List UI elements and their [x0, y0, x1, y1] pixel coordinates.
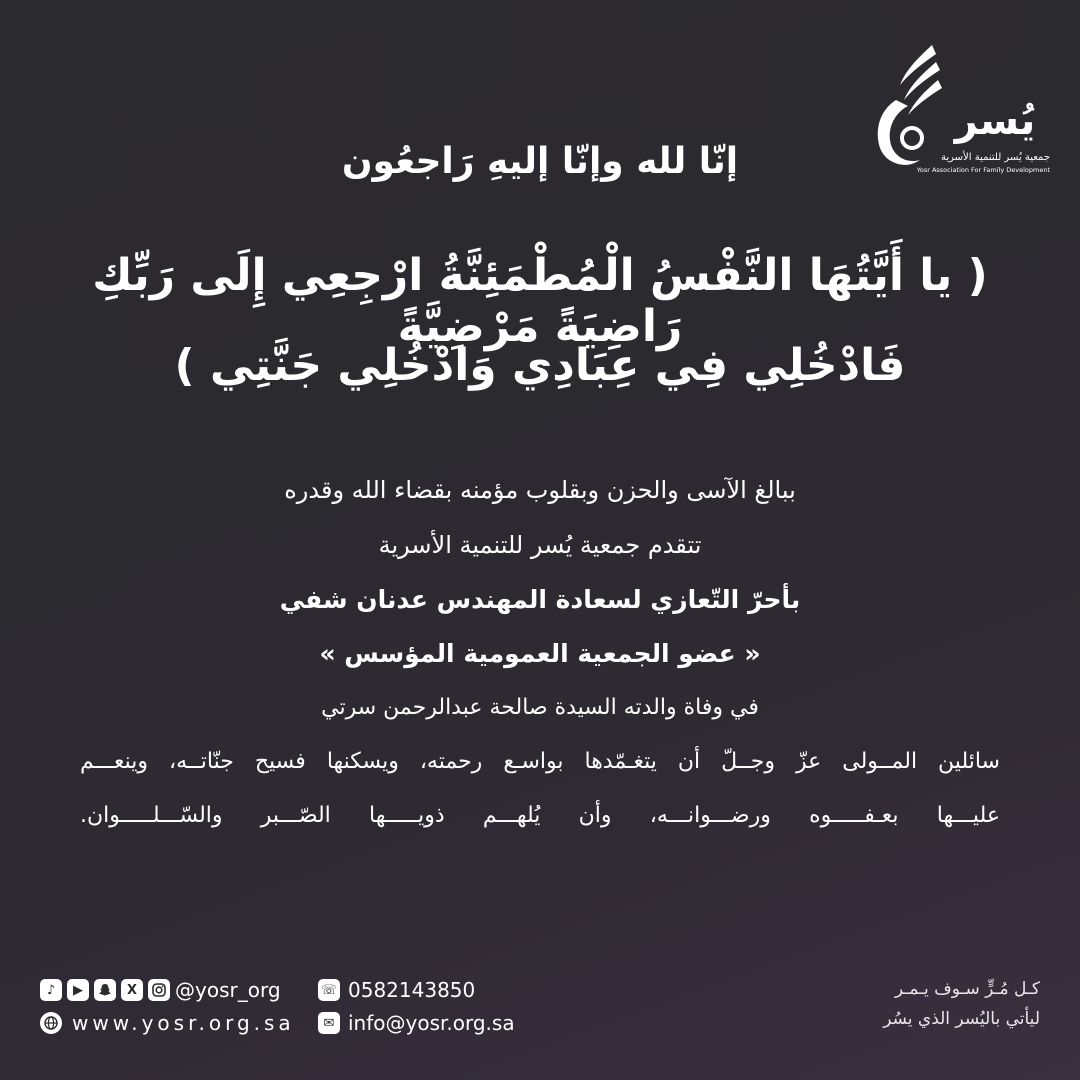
instagram-icon[interactable] — [148, 979, 170, 1001]
association-logo — [860, 40, 1050, 190]
condolence-heading: إنّا لله وإنّا إليهِ رَاجعُون — [341, 141, 739, 182]
globe-icon — [40, 1012, 62, 1034]
social-handle[interactable]: @yosr_org — [175, 978, 281, 1002]
message-line-1: ببالغ الآسى والحزن وبقلوب مؤمنه بقضاء الله وقدره — [284, 476, 796, 504]
logo-subtitle-arabic: جمعية يُسر للتنمية الأسرية — [941, 152, 1050, 163]
message-line-5: في وفاة والدته السيدة صالحة عبدالرحمن سرتي — [321, 695, 759, 720]
message-line-4: « عضو الجمعية العمومية المؤسس » — [319, 639, 761, 668]
prayer-line-2: عليـــها بعـفـــــوه ورضـــوانـــه، وأن يُلهـــم ذويـــــها الصّـــبر والسّـــلـــــوان. — [80, 803, 1000, 828]
email-row — [318, 1011, 515, 1035]
website-link[interactable]: www.yosr.org.sa — [72, 1011, 295, 1035]
x-icon[interactable]: X — [121, 979, 143, 1001]
website-row — [40, 1011, 295, 1035]
social-row — [40, 978, 281, 1002]
phone-row — [318, 978, 475, 1002]
verse-line-1: ( يا أَيَّتُهَا النَّفْسُ الْمُطْمَئِنَّةُ ارْجِعِي إِلَى رَبِّكِ رَاضِيَةً مَرْضِيَّةً — [92, 250, 988, 352]
youtube-icon[interactable]: ▶ — [67, 979, 89, 1001]
message-line-2: تتقدم جمعية يُسر للتنمية الأسرية — [378, 531, 702, 559]
email-address[interactable]: info@yosr.org.sa — [348, 1011, 515, 1035]
verse-line-2: فَادْخُلِي فِي عِبَادِي وَادْخُلِي جَنَّتِي ) — [174, 340, 906, 391]
snapchat-icon[interactable] — [94, 979, 116, 1001]
phone-number[interactable]: 0582143850 — [348, 978, 476, 1002]
logo-subtitle-english: Yosr Association For Family Development — [916, 166, 1050, 174]
mail-icon: ✉ — [318, 1012, 340, 1034]
message-line-3: بأحرّ التّعازي لسعادة المهندس عدنان شفي — [279, 585, 801, 614]
footer — [0, 960, 1080, 1080]
slogan-line-2: ليأتي باليُسر الذي يسُر — [883, 1009, 1040, 1029]
logo-word: يُسر — [954, 98, 1036, 144]
prayer-line-1: سائلين المــولى عزّ وجــلّ أن يتغـمّدها بواسـع رحمته، ويسكنها فسيح جنّاتــه، وينعـــم — [80, 749, 1000, 774]
slogan-line-1: كـل مُـرٍّ سـوف يـمـر — [894, 979, 1040, 999]
phone-icon: ☏ — [318, 979, 340, 1001]
tiktok-icon[interactable]: ♪ — [40, 979, 62, 1001]
